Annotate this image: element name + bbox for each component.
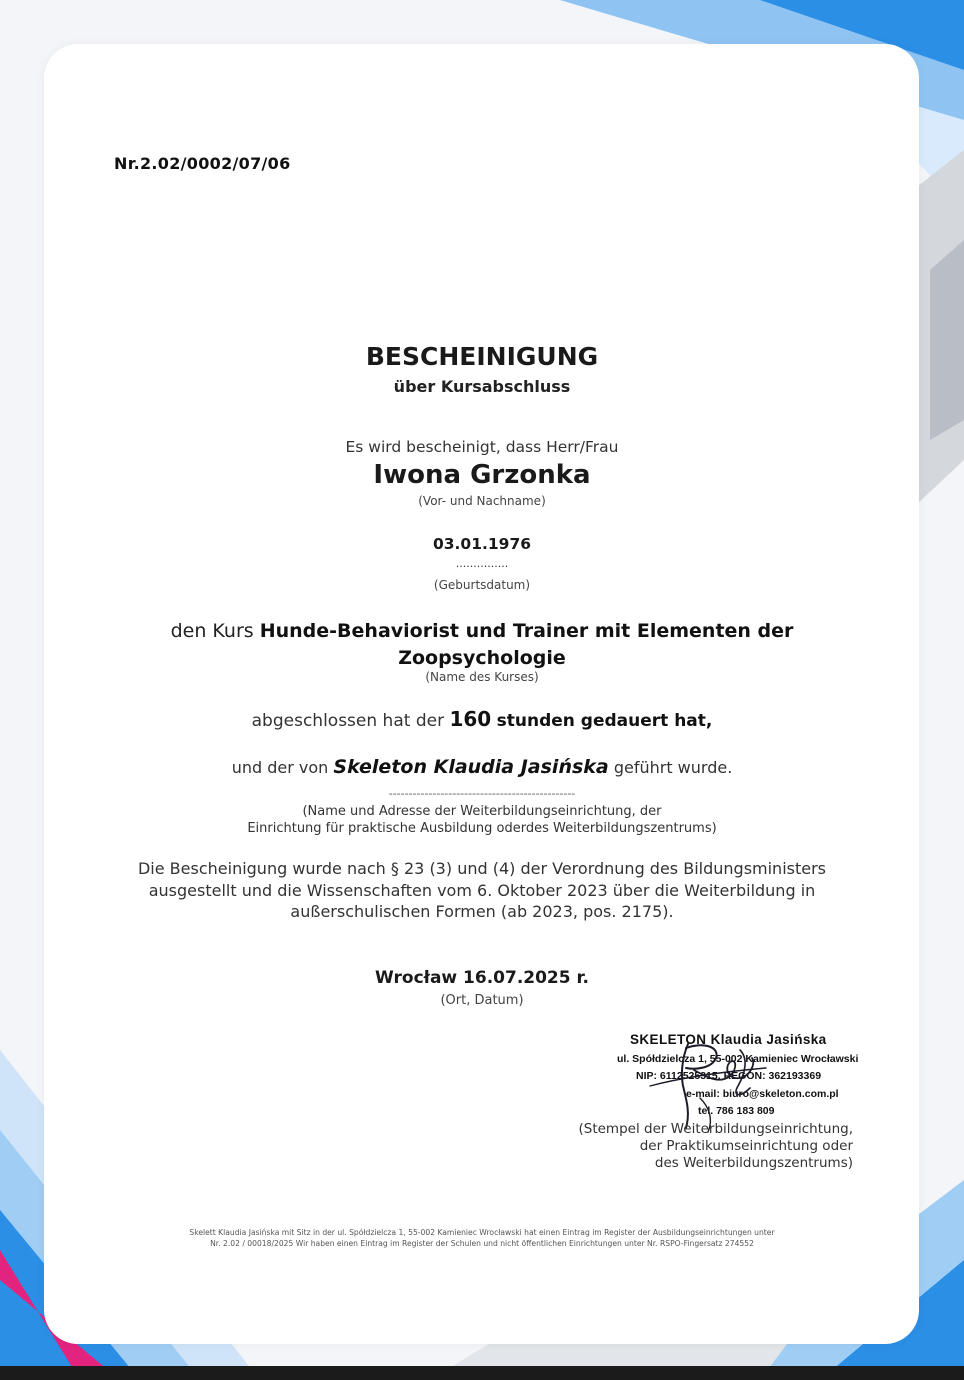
- stamp-line5: tel. 786 183 809: [698, 1105, 775, 1117]
- hours-prefix: abgeschlossen hat der: [251, 711, 445, 731]
- institution-hint-line1: (Name und Adresse der Weiterbildungseinrichtung, der: [302, 804, 662, 819]
- bottom-bar: [0, 1366, 964, 1380]
- certificate-subtitle: über Kursabschluss: [393, 377, 571, 396]
- footer-line1: Skelett Klaudia Jasińska mit Sitz in der ul. Spółdzielcza 1, 55-002 Kamieniec Wrocławski hat einen Eintrag im Register der Ausbildungseinrichtungen unter: [189, 1228, 775, 1237]
- footer-line2: Nr. 2.02 / 00018/2025 Wir haben einen Eintrag im Register der Schulen und nicht öffentlichen Einrichtungen unter Nr. RSPO-Fingersatz 274552: [210, 1239, 754, 1248]
- place-date-hint: (Ort, Datum): [440, 993, 524, 1008]
- certificate-number: Nr.2.02/0002/07/06: [114, 154, 291, 173]
- stamp-line3: NIP: 6112525315, REGON: 362193369: [636, 1070, 822, 1082]
- stamp-hint-line1: (Stempel der Weiterbildungseinrichtung,: [578, 1121, 853, 1137]
- stamp-hint-line3: des Weiterbildungszentrums): [654, 1155, 853, 1171]
- birth-date-dots: ...............: [455, 557, 509, 570]
- course-name: Hunde-Behaviorist und Trainer mit Elementen der Zoopsychologie: [259, 620, 794, 669]
- institution-name: Skeleton Klaudia Jasińska: [333, 756, 609, 778]
- birth-date: 03.01.1976: [432, 535, 532, 553]
- institution-dashes: -----------------------------------------------: [388, 787, 576, 800]
- institution-line: [0, 756, 964, 778]
- person-name-hint: (Vor- und Nachname): [418, 494, 546, 508]
- led-prefix: und der von: [231, 758, 329, 777]
- birth-date-hint: (Geburtsdatum): [433, 578, 531, 592]
- hours-line: [0, 707, 964, 731]
- course-prefix: den Kurs: [170, 620, 254, 642]
- stamp-line4: e-mail: biuro@skeleton.com.pl: [686, 1088, 839, 1100]
- stamp-line2: ul. Spółdzielcza 1, 55-002 Kamieniec Wrocławski: [617, 1053, 859, 1065]
- led-suffix: geführt wurde.: [613, 758, 733, 777]
- place-date: Wrocław 16.07.2025 r.: [375, 968, 589, 988]
- person-name: Iwona Grzonka: [373, 460, 591, 490]
- certificate-title: BESCHEINIGUNG: [365, 342, 599, 371]
- course-name-hint: (Name des Kurses): [425, 670, 539, 684]
- institution-hint-line2: Einrichtung für praktische Ausbildung oderdes Weiterbildungszentrums): [247, 821, 717, 836]
- course-line: [120, 618, 844, 672]
- stamp-hint-line2: der Praktikumseinrichtung oder: [639, 1138, 853, 1154]
- hours-suffix: stunden gedauert hat,: [496, 711, 713, 731]
- intro-text: Es wird bescheinigt, dass Herr/Frau: [345, 438, 619, 456]
- legal-text: Die Bescheinigung wurde nach § 23 (3) und (4) der Verordnung des Bildungsministers ausgestellt und die Wissenschaften vom 6. Oktober 2023 über die Weiterbildung in außerschulischen Formen (ab 2023, pos. 2175).: [137, 859, 827, 921]
- hours-value: 160: [449, 707, 492, 731]
- stamp-line1: SKELETON Klaudia Jasińska: [630, 1032, 827, 1047]
